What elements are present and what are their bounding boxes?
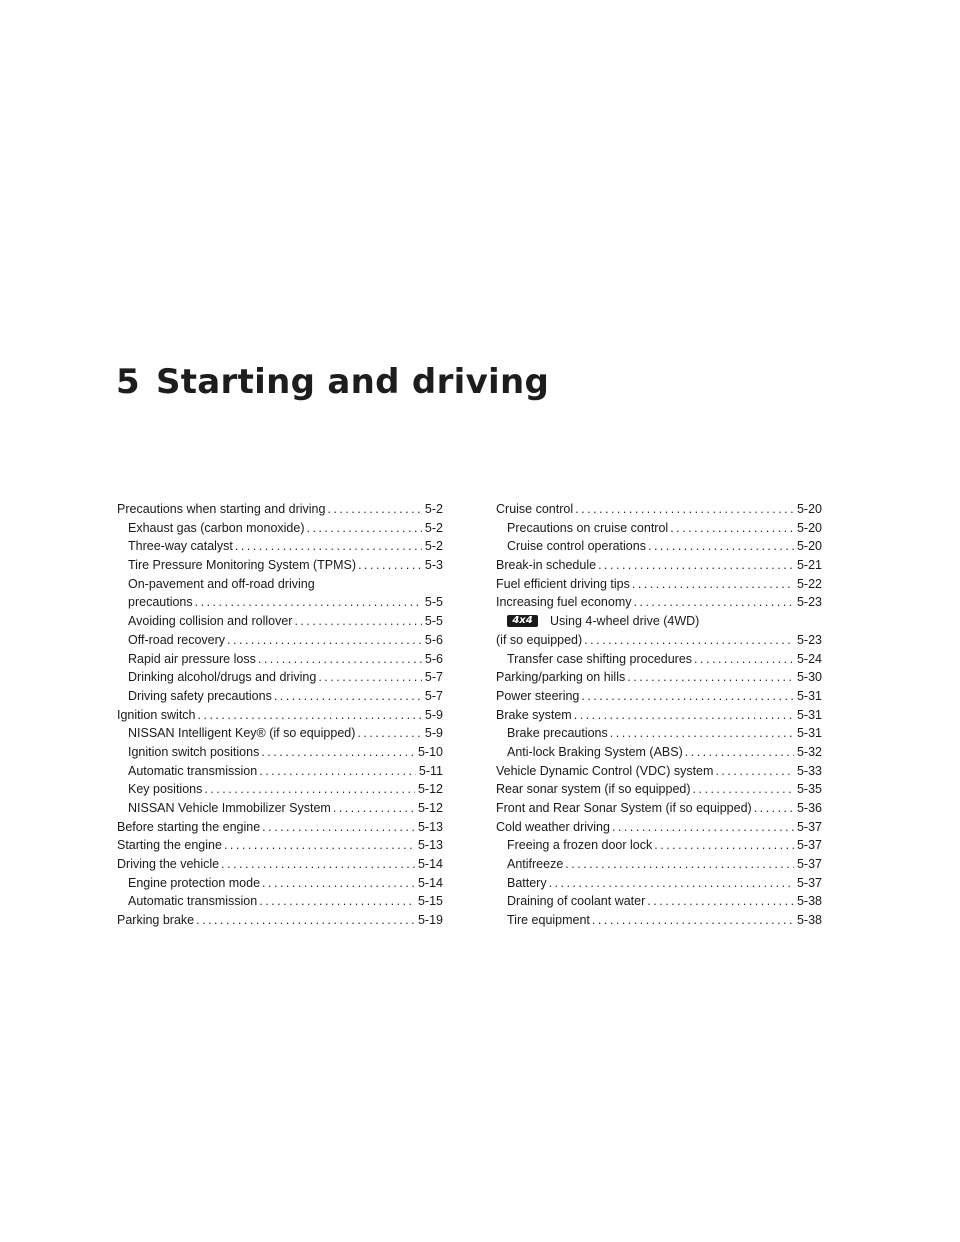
toc-leader-dots <box>221 855 415 874</box>
toc-entry[interactable] <box>496 575 822 594</box>
toc-entry-label: Draining of coolant water <box>507 894 646 909</box>
toc-leader-dots <box>261 743 415 762</box>
toc-entry[interactable] <box>117 537 443 556</box>
toc-entry-label: (if so equipped) <box>496 632 583 647</box>
toc-entry-label: Automatic transmission <box>128 894 258 909</box>
toc-leader-dots <box>754 799 794 818</box>
toc-page-number: 5-37 <box>796 857 822 872</box>
toc-leader-dots <box>198 706 422 725</box>
toc-page-number: 5-35 <box>796 782 822 797</box>
toc-entry-label: NISSAN Vehicle Immobilizer System <box>128 801 331 815</box>
toc-leader-dots <box>306 519 421 538</box>
toc-page-number: 5-2 <box>424 539 443 554</box>
toc-entry-label: Driving safety precautions <box>128 688 272 703</box>
toc-page-number: 5-37 <box>796 838 822 853</box>
toc-entry[interactable] <box>496 631 822 650</box>
toc-entry-label: Off-road recovery <box>128 632 226 647</box>
toc-entry[interactable] <box>496 500 822 519</box>
toc-page-number: 5-2 <box>424 520 443 535</box>
toc-leader-dots <box>694 650 794 669</box>
toc-page-number: 5-36 <box>796 801 822 815</box>
toc-entry[interactable] <box>496 855 822 874</box>
toc-entry[interactable] <box>117 762 443 781</box>
toc-leader-dots <box>358 556 422 575</box>
toc-page-number: 5-7 <box>424 688 443 703</box>
toc-leader-dots <box>224 836 415 855</box>
toc-page-number: 5-31 <box>796 707 822 722</box>
toc-entry-label: Brake precautions <box>507 726 608 741</box>
toc-entry-label: Before starting the engine <box>117 819 261 834</box>
toc-leader-dots <box>549 874 794 893</box>
toc-page-number: 5-13 <box>417 819 443 834</box>
toc-entry-label: Front and Rear Sonar System (if so equipped) <box>496 801 752 815</box>
toc-left-column <box>117 500 443 930</box>
toc-entry-label: Tire equipment <box>507 913 590 928</box>
toc-leader-dots <box>598 556 794 575</box>
toc-page-number: 5-38 <box>796 913 822 928</box>
toc-leader-dots <box>195 593 422 612</box>
toc-entry[interactable] <box>117 687 443 706</box>
toc-page-number: 5-12 <box>417 782 443 797</box>
toc-entry[interactable] <box>496 743 822 762</box>
toc-entry-label: Brake system <box>496 707 572 722</box>
toc-page-number: 5-10 <box>417 744 443 759</box>
toc-entry-label: Key positions <box>128 782 203 797</box>
toc-entry-label: Increasing fuel economy <box>496 595 632 610</box>
toc-entry[interactable] <box>496 892 822 911</box>
toc-leader-dots <box>612 818 794 837</box>
toc-page-number: 5-31 <box>796 688 822 703</box>
toc-entry-label: Driving the vehicle <box>117 857 220 872</box>
toc-right-column <box>496 500 822 930</box>
toc-entry[interactable] <box>117 612 443 631</box>
toc-leader-dots <box>648 537 794 556</box>
toc-entry-label: Parking brake <box>117 913 195 928</box>
toc-leader-dots <box>715 762 794 781</box>
toc-entry[interactable] <box>117 855 443 874</box>
toc-entry[interactable] <box>496 556 822 575</box>
toc-page-number: 5-23 <box>796 595 822 610</box>
toc-leader-dots <box>262 818 415 837</box>
toc-entry-label: Automatic transmission <box>128 763 258 778</box>
toc-entry[interactable] <box>117 892 443 911</box>
toc-entry-label: Avoiding collision and rollover <box>128 614 293 629</box>
toc-leader-dots <box>627 668 794 687</box>
toc-entry[interactable] <box>496 724 822 743</box>
toc-entry-label: Fuel efficient driving tips <box>496 576 630 591</box>
toc-entry[interactable] <box>496 799 822 818</box>
toc-page-number: 5-13 <box>417 838 443 853</box>
toc-entry-label: Break-in schedule <box>496 558 597 573</box>
toc-page-number: 5-7 <box>424 670 443 685</box>
toc-page-number: 5-5 <box>424 595 443 610</box>
toc-entry[interactable] <box>117 874 443 893</box>
toc-entry-label: NISSAN Intelligent Key® (if so equipped) <box>128 726 356 741</box>
toc-entry[interactable] <box>117 818 443 837</box>
toc-entry[interactable] <box>496 911 822 930</box>
toc-leader-dots <box>204 780 415 799</box>
toc-leader-dots <box>259 762 416 781</box>
toc-page-number: 5-12 <box>417 801 443 815</box>
toc-page-number: 5-15 <box>417 894 443 909</box>
toc-page-number: 5-24 <box>796 651 822 666</box>
toc-leader-dots <box>654 836 794 855</box>
toc-page-number: 5-20 <box>796 539 822 554</box>
toc-page-number: 5-37 <box>796 819 822 834</box>
chapter-number: 5 <box>116 362 140 402</box>
toc-entry-label: Ignition switch positions <box>128 744 260 759</box>
toc-entry[interactable] <box>117 556 443 575</box>
toc-entry[interactable] <box>496 874 822 893</box>
toc-entry-label: Freeing a frozen door lock <box>507 838 653 853</box>
toc-entry[interactable] <box>117 593 443 612</box>
toc-leader-dots <box>632 575 794 594</box>
toc-entry[interactable] <box>496 668 822 687</box>
toc-entry[interactable] <box>117 631 443 650</box>
toc-leader-dots <box>634 593 794 612</box>
toc-entry[interactable] <box>496 818 822 837</box>
toc-entry-label: Parking/parking on hills <box>496 670 626 685</box>
toc-entry-label: Cruise control operations <box>507 539 646 554</box>
toc-page-number: 5-20 <box>796 502 822 516</box>
toc-entry[interactable] <box>117 836 443 855</box>
toc-entry[interactable] <box>496 650 822 669</box>
toc-entry[interactable] <box>496 687 822 706</box>
toc-page-number: 5-23 <box>796 632 822 647</box>
toc-leader-dots <box>227 631 422 650</box>
toc-page-number: 5-14 <box>417 857 443 872</box>
toc-entry-label: Rear sonar system (if so equipped) <box>496 782 691 797</box>
toc-leader-dots <box>274 687 422 706</box>
toc-leader-dots <box>262 874 415 893</box>
toc-leader-dots <box>584 631 794 650</box>
toc-page-number: 5-38 <box>796 894 822 909</box>
toc-page-number: 5-2 <box>424 502 443 516</box>
toc-entry-label: Drinking alcohol/drugs and driving <box>128 670 317 685</box>
toc-entry-label: Anti-lock Braking System (ABS) <box>507 744 683 759</box>
toc-page-number: 5-33 <box>796 763 822 778</box>
toc-leader-dots <box>581 687 794 706</box>
toc-entry-label: Cold weather driving <box>496 819 610 834</box>
toc-entry-label: Power steering <box>496 688 580 703</box>
toc-entry-label: Precautions when starting and driving <box>117 502 326 516</box>
toc-page-number: 5-37 <box>796 875 822 890</box>
toc-leader-dots <box>575 500 794 519</box>
toc-page-number: 5-31 <box>796 726 822 741</box>
toc-leader-dots <box>294 612 421 631</box>
toc-leader-dots <box>685 743 794 762</box>
toc-entry-label: Precautions on cruise control <box>507 520 669 535</box>
toc-leader-dots <box>196 911 415 930</box>
toc-entry-label: Antifreeze <box>507 857 564 872</box>
toc-entry-line1: On-pavement and off-road driving <box>128 576 315 591</box>
toc-entry-label: Tire Pressure Monitoring System (TPMS) <box>128 558 357 573</box>
toc-entry[interactable] <box>496 537 822 556</box>
toc-entry[interactable] <box>117 519 443 538</box>
toc-entry-label: Ignition switch <box>117 707 196 722</box>
toc-entry[interactable] <box>117 706 443 725</box>
toc-entry[interactable] <box>496 593 822 612</box>
toc-entry-label: Battery <box>507 875 547 890</box>
toc-entry-label: Cruise control <box>496 502 574 516</box>
toc-page-number: 5-9 <box>424 726 443 741</box>
toc-page-number: 5-19 <box>417 913 443 928</box>
toc-entry-label: Transfer case shifting procedures <box>507 651 693 666</box>
toc-page-number: 5-6 <box>424 651 443 666</box>
toc-entry[interactable] <box>117 668 443 687</box>
toc-leader-dots <box>318 668 422 687</box>
toc-leader-dots <box>565 855 794 874</box>
toc-page-number: 5-20 <box>796 520 822 535</box>
chapter-title <box>116 362 549 402</box>
toc-leader-dots <box>333 799 415 818</box>
toc-leader-dots <box>259 892 415 911</box>
toc-entry[interactable] <box>117 799 443 818</box>
toc-entry[interactable] <box>117 780 443 799</box>
toc-entry-label: Engine protection mode <box>128 875 261 890</box>
toc-leader-dots <box>327 500 421 519</box>
toc-leader-dots <box>670 519 794 538</box>
toc-entry[interactable] <box>496 706 822 725</box>
toc-page-number: 5-14 <box>417 875 443 890</box>
toc-leader-dots <box>574 706 794 725</box>
toc-entry-label: Exhaust gas (carbon monoxide) <box>128 520 305 535</box>
four-by-four-icon: 4x4 <box>507 615 538 627</box>
toc-entry[interactable] <box>496 780 822 799</box>
toc-entry[interactable] <box>496 836 822 855</box>
toc-leader-dots <box>610 724 794 743</box>
chapter-title-text: Starting and driving <box>155 362 550 402</box>
toc-entry-line1 <box>496 612 822 631</box>
toc-page-number: 5-11 <box>418 763 443 778</box>
toc-entry[interactable] <box>496 519 822 538</box>
toc-entry-label: precautions <box>128 595 193 610</box>
toc-page-number: 5-5 <box>424 614 443 629</box>
toc-page-number: 5-32 <box>796 744 822 759</box>
toc-page-number: 5-6 <box>424 632 443 647</box>
toc-page-number: 5-3 <box>424 558 443 573</box>
toc-leader-dots <box>693 780 794 799</box>
toc-leader-dots <box>592 911 794 930</box>
toc-entry[interactable] <box>496 762 822 781</box>
toc-leader-dots <box>258 650 422 669</box>
toc-entry[interactable] <box>117 500 443 519</box>
toc-leader-dots <box>647 892 794 911</box>
toc-entry[interactable] <box>117 650 443 669</box>
toc-entry-label: Vehicle Dynamic Control (VDC) system <box>496 763 714 778</box>
toc-leader-dots <box>235 537 422 556</box>
toc-leader-dots <box>357 724 422 743</box>
toc-entry[interactable] <box>117 724 443 743</box>
toc-entry[interactable] <box>117 911 443 930</box>
toc-entry-label: Using 4-wheel drive (4WD) <box>550 614 700 629</box>
toc-entry-label: Three-way catalyst <box>128 539 233 554</box>
toc-page-number: 5-9 <box>424 707 443 722</box>
toc-entry-label: Starting the engine <box>117 838 222 853</box>
toc-page-number: 5-21 <box>796 558 822 573</box>
toc-entry-label: Rapid air pressure loss <box>128 651 256 666</box>
toc-page-number: 5-22 <box>796 576 822 591</box>
toc-page-number: 5-30 <box>796 670 822 685</box>
toc-entry[interactable] <box>117 743 443 762</box>
